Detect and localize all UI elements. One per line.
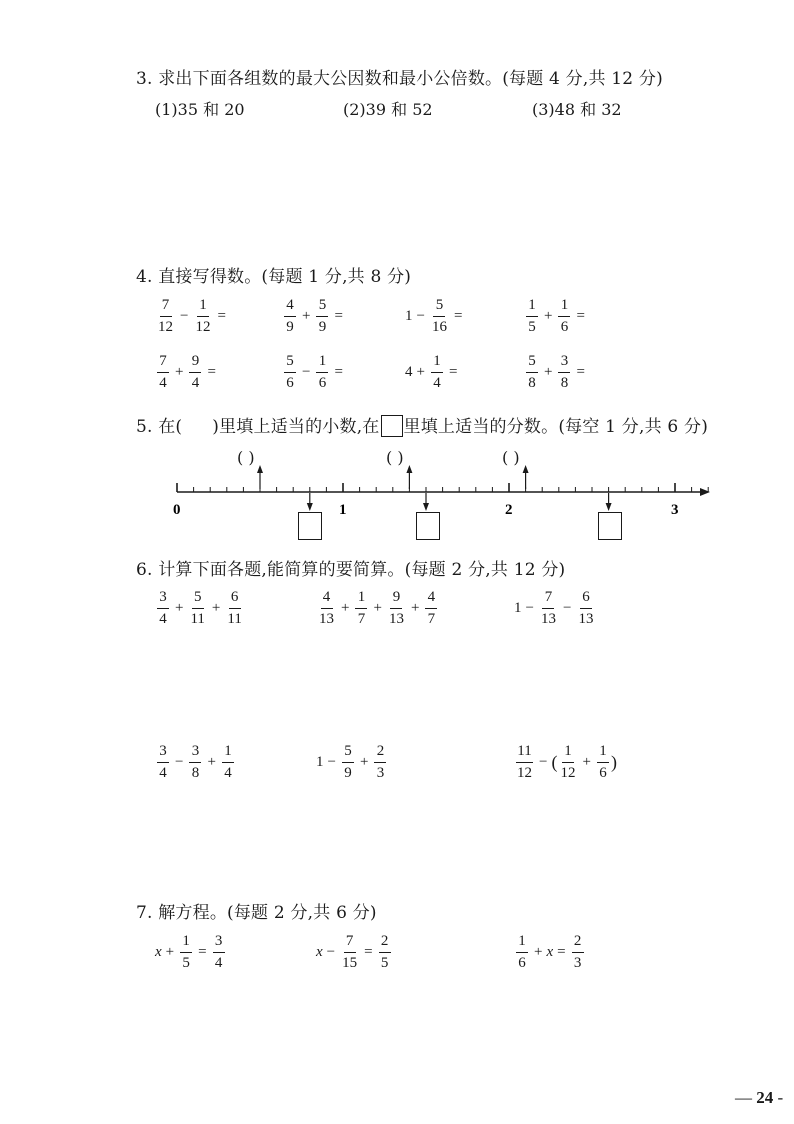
tick-label: 1 [339, 502, 347, 518]
fraction: $\frac{5}{6}$ [284, 354, 296, 391]
fraction: $\frac{11}{12}$ [517, 743, 532, 781]
fraction: $\frac{3}{8}$ [558, 354, 570, 391]
fraction: $\frac{5}{16}$ [431, 297, 447, 335]
fraction: $\frac{3}{4}$ [157, 744, 169, 781]
q3-heading: 3. 求出下面各组数的最大公因数和最小公倍数。(每题 4 分,共 12 分) [136, 69, 663, 89]
q6-expr-5: 1 − $\frac{5}{9}$ + $\frac{2}{3}$ [316, 744, 388, 781]
q5-heading: 5. 在( )里填上适当的小数,在 里填上适当的分数。(每空 1 分,共 6 分) [136, 417, 709, 437]
q6-expr-4: $\frac{3}{4}$ − $\frac{3}{8}$ + $\frac{1}{4}$ [155, 744, 236, 781]
q6-expr-6: $\frac{11}{12}$ − ( $\frac{1}{12}$ + $\frac{1}{6}$ ) [517, 743, 617, 781]
q4-expr-5: $\frac{7}{4}$ + $\frac{9}{4}$ = [155, 354, 220, 391]
decimal-blank-3[interactable]: ( ) [502, 448, 520, 467]
fraction-answer-box-3[interactable] [598, 512, 622, 540]
tick-label: 0 [173, 502, 181, 518]
fraction: $\frac{4}{13}$ [319, 589, 334, 627]
decimal-blank-1[interactable]: ( ) [237, 448, 255, 467]
tick-label: 2 [505, 502, 513, 518]
fraction: $\frac{1}{7}$ [355, 590, 367, 627]
q7-equation-2: x − $\frac{7}{15}$ = $\frac{2}{5}$ [316, 934, 393, 971]
q4-expr-1: $\frac{7}{12}$ − $\frac{1}{12}$ = [158, 297, 226, 335]
fraction: $\frac{4}{7}$ [425, 590, 437, 627]
fraction: $\frac{5}{8}$ [526, 354, 538, 391]
up-arrow-icon [257, 465, 263, 473]
q4-expr-2: $\frac{4}{9}$ + $\frac{5}{9}$ = [282, 298, 347, 335]
up-arrow-icon [406, 465, 412, 473]
q3-item-2: (2)39 和 52 [343, 100, 433, 119]
fraction: $\frac{2}{3}$ [572, 934, 584, 971]
fraction: $\frac{7}{4}$ [157, 354, 169, 391]
fraction: $\frac{7}{15}$ [342, 933, 358, 971]
q3-item-1: (1)35 和 20 [155, 100, 245, 119]
fraction: $\frac{9}{4}$ [189, 354, 201, 391]
down-arrow-icon [423, 503, 429, 511]
fraction: $\frac{1}{6}$ [597, 744, 609, 781]
fraction: $\frac{2}{5}$ [379, 934, 391, 971]
fraction: $\frac{1}{4}$ [222, 744, 234, 781]
tick-label: 3 [671, 502, 679, 518]
axis-arrow-icon [700, 488, 710, 496]
fraction: $\frac{1}{5}$ [526, 298, 538, 335]
fraction: $\frac{5}{9}$ [342, 744, 354, 781]
up-arrow-icon [523, 465, 529, 473]
fraction: $\frac{2}{3}$ [374, 744, 386, 781]
fraction: $\frac{3}{4}$ [213, 934, 225, 971]
fraction-answer-box-2[interactable] [416, 512, 440, 540]
q6-heading: 6. 计算下面各题,能简算的要简算。(每题 2 分,共 12 分) [136, 560, 566, 580]
fraction: $\frac{6}{13}$ [578, 589, 594, 627]
q6-expr-2: $\frac{4}{13}$ + $\frac{1}{7}$ + $\frac{9}{13}$ + $\frac{4}{7}$ [316, 590, 439, 627]
fraction: $\frac{7}{12}$ [158, 297, 173, 335]
q7-heading: 7. 解方程。(每题 2 分,共 6 分) [136, 903, 377, 923]
fraction: $\frac{1}{4}$ [431, 354, 443, 391]
q4-expr-3: 1 − $\frac{5}{16}$ = [405, 297, 463, 335]
fraction: $\frac{1}{12}$ [560, 743, 576, 781]
q4-expr-4: $\frac{1}{5}$ + $\frac{1}{6}$ = [524, 298, 589, 335]
q4-heading: 4. 直接写得数。(每题 1 分,共 8 分) [136, 267, 412, 287]
fraction: $\frac{5}{11}$ [190, 589, 205, 627]
page-number: — 24 - [735, 1088, 784, 1107]
fraction: $\frac{7}{13}$ [540, 589, 556, 627]
q6-expr-1: $\frac{3}{4}$ + $\frac{5}{11}$ + $\frac{6}{11}$ [155, 590, 245, 627]
q4-expr-7: 4 + $\frac{1}{4}$ = [405, 353, 458, 391]
fraction: $\frac{1}{6}$ [516, 934, 528, 971]
fraction: $\frac{9}{13}$ [388, 589, 404, 627]
fraction: $\frac{6}{11}$ [227, 589, 242, 627]
q4-expr-6: $\frac{5}{6}$ − $\frac{1}{6}$ = [282, 354, 347, 391]
fraction: $\frac{3}{8}$ [189, 744, 201, 781]
q4-expr-8: $\frac{5}{8}$ + $\frac{3}{8}$ = [524, 354, 589, 391]
q3-item-3: (3)48 和 32 [532, 100, 622, 119]
fraction: $\frac{1}{6}$ [316, 354, 328, 391]
fraction: $\frac{3}{4}$ [157, 590, 169, 627]
fraction: $\frac{1}{6}$ [558, 298, 570, 335]
fraction: $\frac{1}{12}$ [195, 297, 211, 335]
down-arrow-icon [606, 503, 612, 511]
decimal-blank-2[interactable]: ( ) [386, 448, 404, 467]
q6-expr-3: 1 − $\frac{7}{13}$ − $\frac{6}{13}$ [514, 589, 594, 627]
fraction-answer-box-1[interactable] [298, 512, 322, 540]
fraction-box-icon [381, 415, 403, 437]
down-arrow-icon [307, 503, 313, 511]
q7-equation-3: $\frac{1}{6}$ + x = $\frac{2}{3}$ [514, 934, 586, 971]
fraction: $\frac{5}{9}$ [316, 298, 328, 335]
fraction: $\frac{1}{5}$ [180, 934, 192, 971]
fraction: $\frac{4}{9}$ [284, 298, 296, 335]
q7-equation-1: x + $\frac{1}{5}$ = $\frac{3}{4}$ [155, 934, 227, 971]
